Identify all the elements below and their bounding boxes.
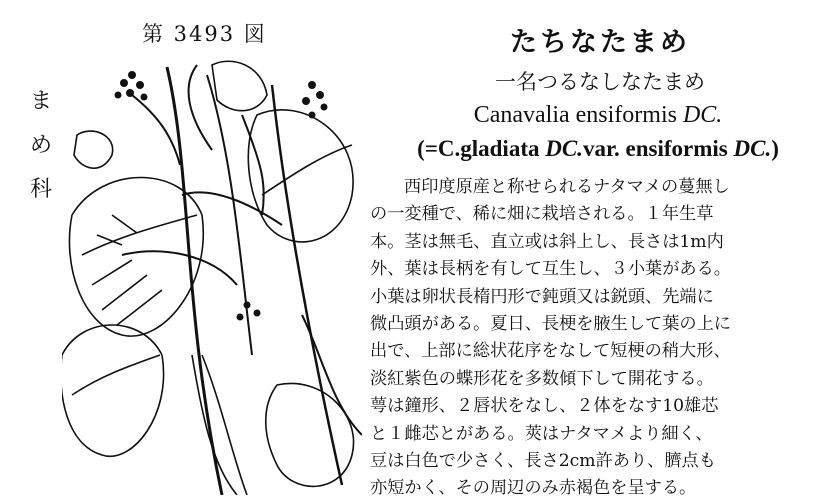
description-line: 西印度原産と称せられるナタマメの蔓無し [404,177,730,197]
family-char: 科 [29,177,52,202]
synonym-open: (=C.gladiata [417,136,546,161]
synonym-author-2: DC. [733,136,772,161]
synonym-line [368,136,828,162]
plant-illustration [62,55,362,495]
description [370,174,822,503]
description-line: の一変種で、稀に畑に栽培される。１年生草 [370,204,714,225]
description-line: 微凸頭がある。夏日、長梗を腋生して葉の上に [370,314,731,335]
description-line: 出で、上部に総状花序をなして短梗の稍大形、 [370,341,731,362]
description-line: 淡紅紫色の蝶形花を多数傾下して開花する。 [370,368,714,389]
description-line: 本。茎は無毛、直立或は斜上し、長さは1m内 [370,231,724,252]
figure-number: 第 3493 図 [142,22,267,46]
description-line: 萼は鐘形、２唇状をなし、２体をなす10雄芯 [370,396,719,417]
synonym-close: ) [771,136,779,161]
description-line: 小葉は卵状長楕円形で鈍頭又は鋭頭、先端に [370,286,714,307]
description-line: 外、葉は長柄を有して互生し、３小葉がある。 [370,259,731,280]
description-line: 亦短かく、その周辺のみ赤褐色を呈する。 [370,478,697,499]
description-line: と１雌芯とがある。莢はナタマメより細く、 [370,423,713,444]
scientific-name [408,102,788,129]
genus-species: Canavalia ensiformis [473,102,677,128]
family-label [28,80,54,212]
synonym-author-1: DC. [545,136,583,161]
page-title: たちなたまめ [510,27,690,58]
alternate-name: 一名つるなしなたまめ [495,70,705,94]
description-line: 豆は白色で少さく、長さ2cm許あり、臍点も [370,451,716,472]
family-char: め [29,133,52,158]
author-abbrev: DC. [682,102,723,128]
family-char: ま [29,89,52,114]
synonym-variety: var. ensiformis [582,136,734,161]
